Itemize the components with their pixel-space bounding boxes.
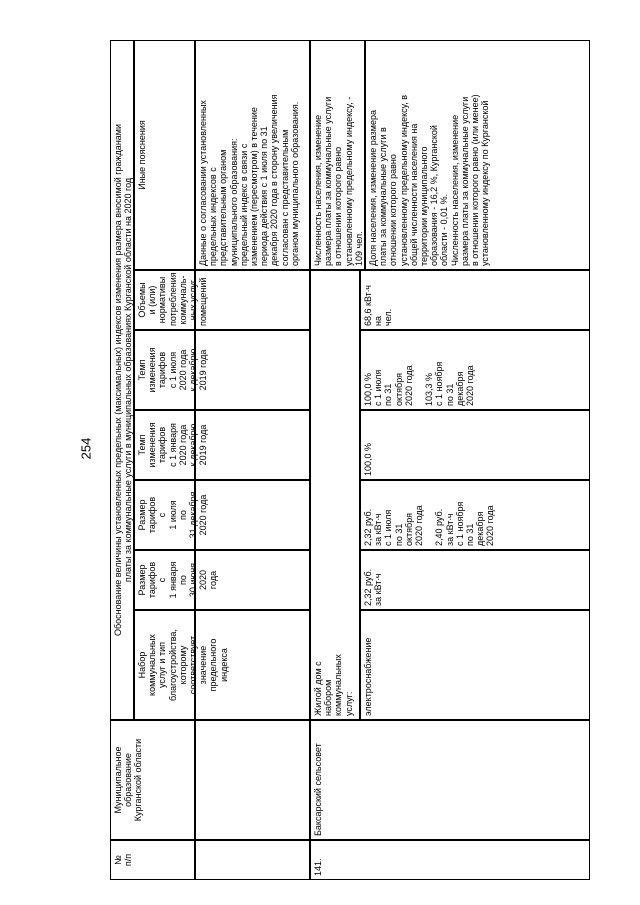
header-tariff-jul: Размер тарифов с 1 июля по 31 декабря 2020 года (134, 480, 195, 550)
row-141-tariff-jul: 2,32 руб. за кВт∙ч с 1 июля по 31 октября 2020 года 2,40 руб. за кВт∙ч с 1 ноября по 31 декабря 2020 года (360, 480, 590, 550)
row-141-notes-bottom: Доля населения, изменение размера платы за коммунальные услуги в отношении которого равно установленному предельному индексу, в общей численности населения на территории муниципального образования - 16,2 %, Курганской области - 0,01 %. Численность населения, изменение размера платы за коммунальные услуги в отношении которого равно (или менее) установленному индексу по Курганской (365, 40, 590, 270)
row-141-change-jul: 100,0 % с 1 июля по 31 октября 2020 года 103,3 % с 1 ноября по 31 декабря 2020 года (360, 330, 590, 410)
header-basis-title: Обоснование величины установленных предельных (максимальных) индексов изменения размера вносимой гражданами платы за коммунальные услуги в муниципальных образованиях Курганской области на 2020 год (110, 40, 134, 720)
header-volumes: Объемы и (или) нормативы потребления коммуналь- ных услуг (134, 270, 195, 330)
header-tariff-jan: Размер тарифов с 1 января по 30 июня 2020 года (134, 550, 195, 610)
page-number: 254 (78, 437, 94, 460)
cont-change-jan-cell (195, 410, 310, 480)
cont-municipality-cell (195, 720, 310, 840)
header-municipality: Муниципальное образование Курганской области (110, 720, 195, 840)
header-set-of-services: Набор коммунальных услуг и тип благоустройства, которому соответствует значение предельного индекса (134, 610, 195, 720)
cont-tariff-jul-cell (195, 480, 310, 550)
row-141-service: электроснабжение (360, 610, 590, 720)
header-num: № п/п (110, 840, 195, 880)
header-change-jul: Темп изменения тарифов с 1 июля 2020 года к декабрю 2019 года (134, 330, 195, 410)
header-change-jan: Темп изменения тарифов с 1 января 2020 года к декабрю 2019 года (134, 410, 195, 480)
row-141-change-jan: 100,0 % (360, 410, 590, 480)
cont-num-cell (195, 840, 310, 880)
row-141-volume: 68,6 кВт∙ч на чел. (360, 270, 590, 330)
cont-services-cell (195, 610, 310, 720)
row-141-num: 141. (310, 840, 590, 880)
rotated-page (110, 40, 590, 880)
row-141-municipality: Баксарский сельсовет (310, 720, 590, 840)
row-141-housing: Жилой дом с набором коммунальных услуг: (310, 270, 360, 720)
row-141-tariff-jan: 2,32 руб. за кВт∙ч (360, 550, 590, 610)
cont-tariff-jan-cell (195, 550, 310, 610)
header-other-notes: Иные пояснения (134, 40, 195, 270)
cont-change-jul-cell (195, 330, 310, 410)
cont-volumes: помещений (195, 270, 310, 330)
cont-notes: Данные о согласовании установленных предельных индексов с представительным органом муниципального образования: предельный индекс в связи с изменением (пересмотром) в течение периода действия с 1 июля по 31 декабря 2020 года в сторону увеличения согласован с представительным органом муниципального образования. (195, 40, 310, 270)
row-141-notes-top: Численность населения, изменение размера платы за коммунальные услуги в отношении которого равно установленному предельному индексу, - 109 чел. (310, 40, 365, 270)
tariff-table (110, 40, 590, 880)
